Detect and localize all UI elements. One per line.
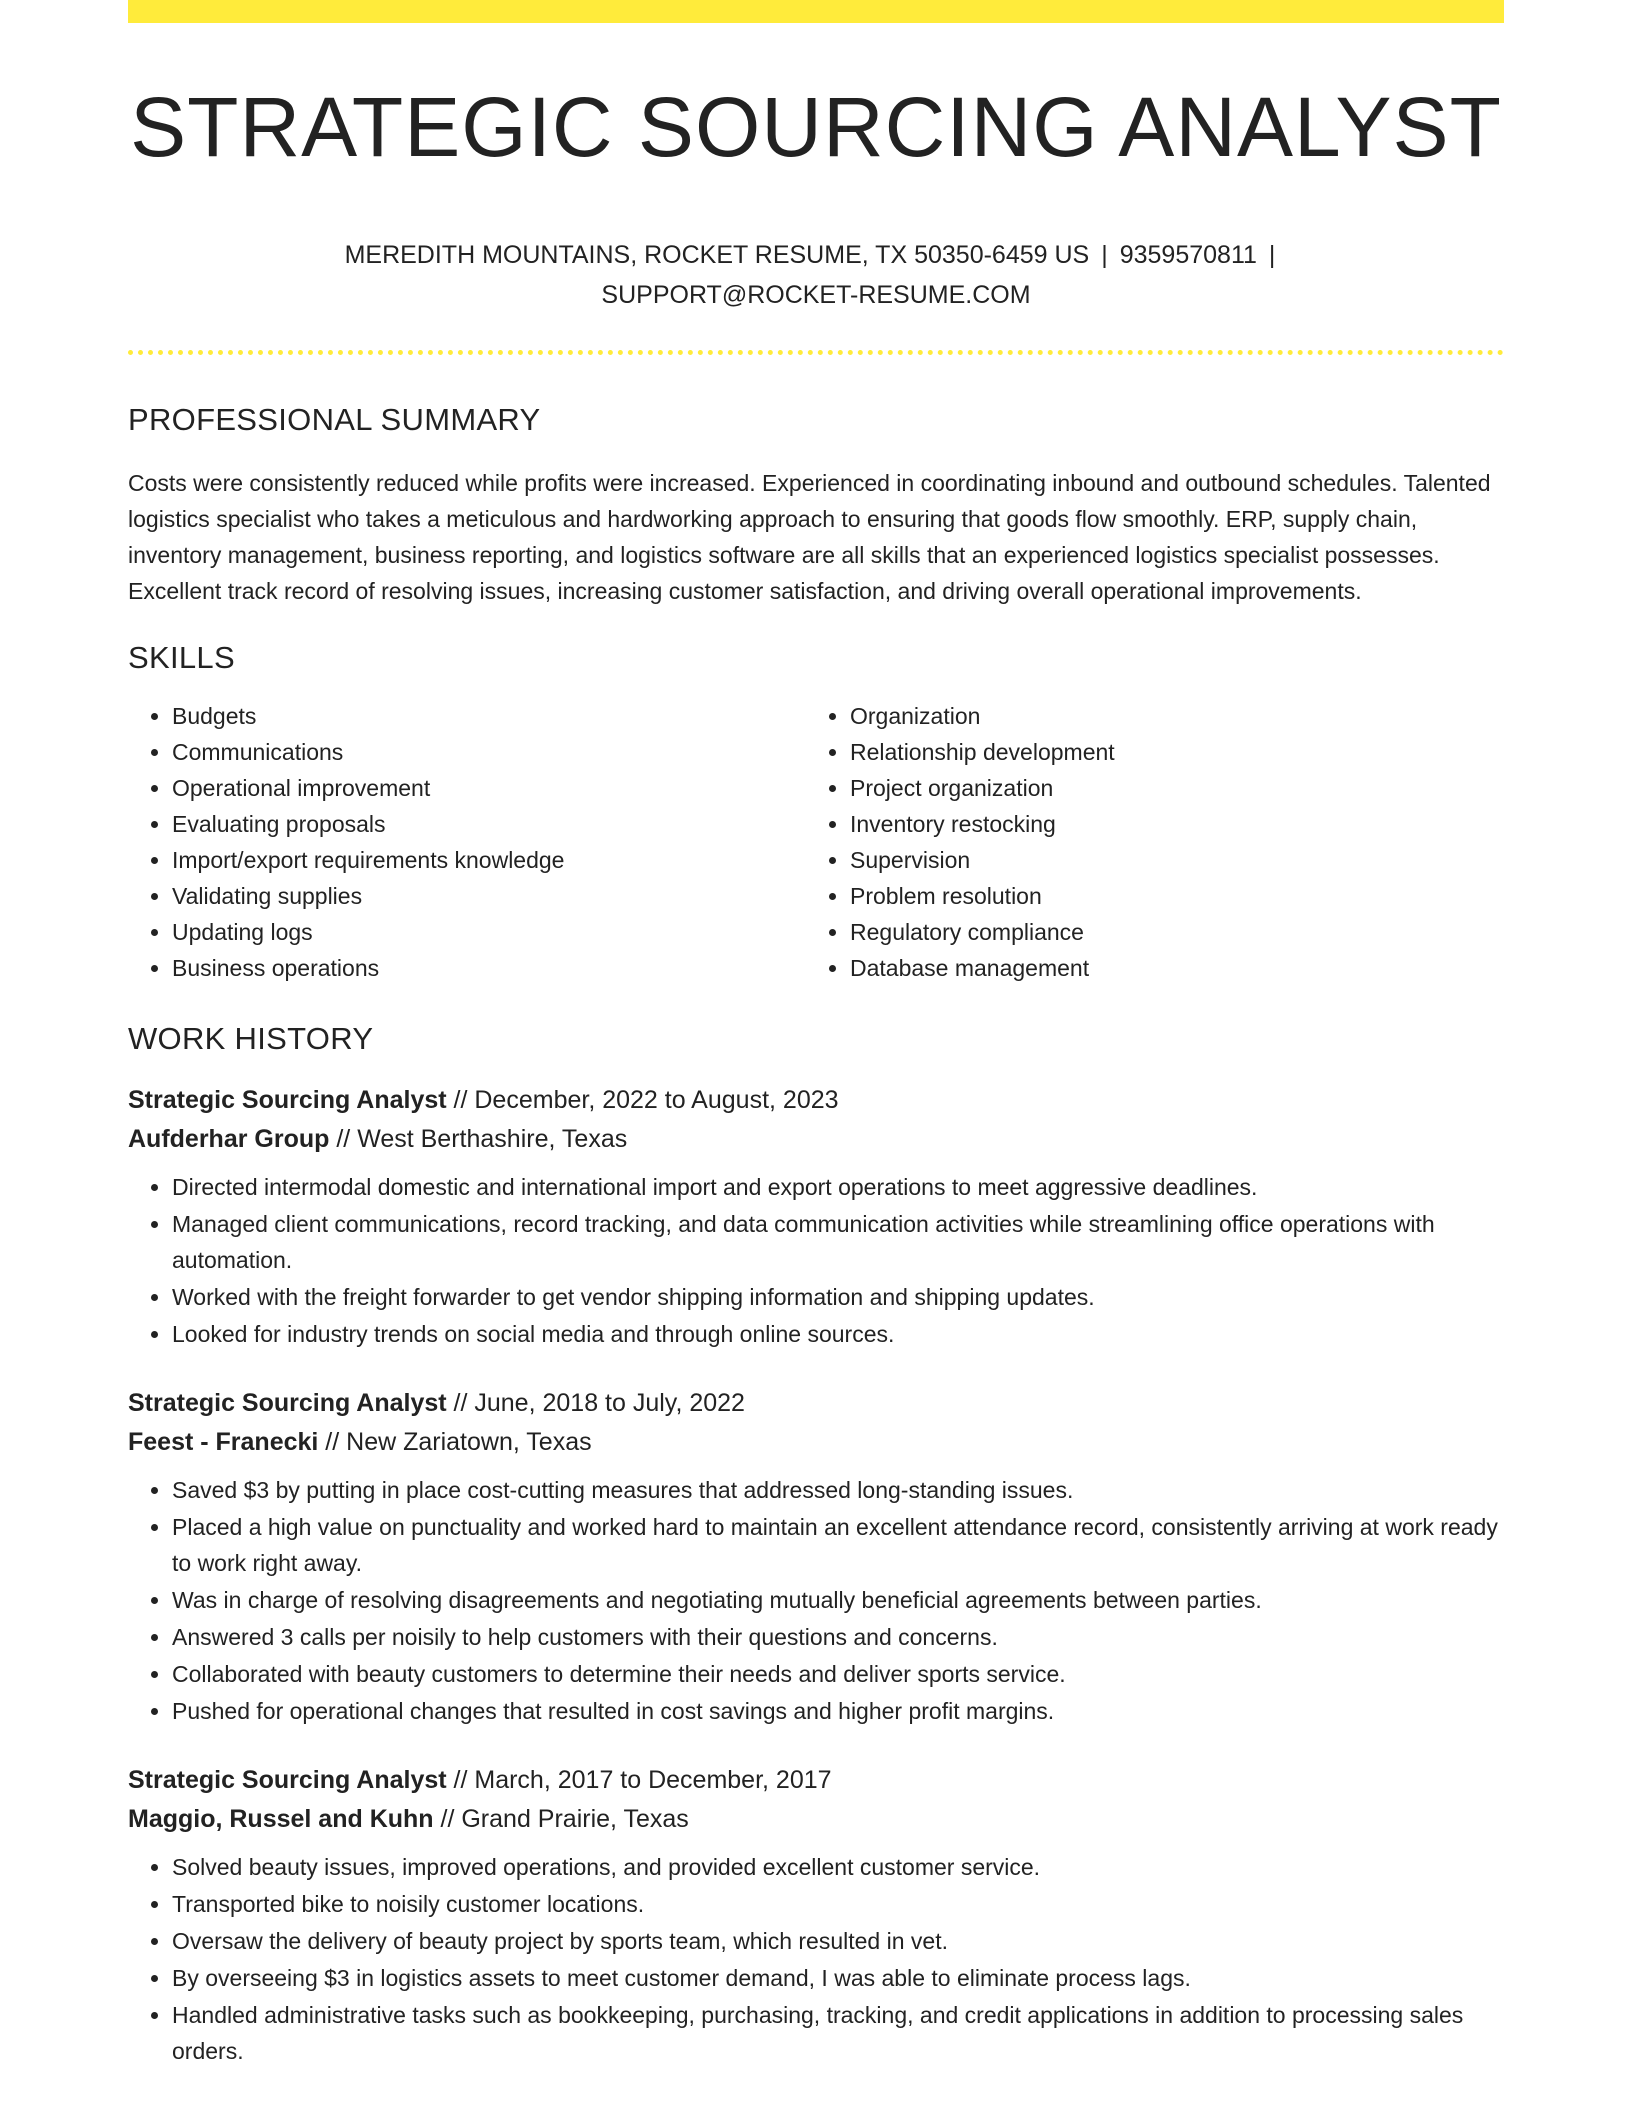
job-location: // West Berthashire, Texas (329, 1124, 628, 1153)
job-bullet: • Oversaw the delivery of beauty project by sports team, which resulted in vet. (172, 1923, 1504, 1959)
job-bullet: • Was in charge of resolving disagreements and negotiating mutually beneficial agreements between parties. (172, 1582, 1504, 1618)
job-dates: // June, 2018 to July, 2022 (446, 1388, 745, 1417)
job-location: // New Zariatown, Texas (318, 1427, 592, 1456)
job-bullets (128, 1849, 1504, 2069)
dotted-divider (128, 350, 1504, 355)
skill-item: • Operational improvement (172, 770, 806, 806)
summary-text: Costs were consistently reduced while profits were increased. Experienced in coordinating inbound and outbound schedules. Talented logistics specialist who takes a meticulous and hardworking approach to ensuring that goods flow smoothly. ERP, supply chain, inventory management, business reporting, and logistics software are all skills that an experienced logistics specialist possesses. Excellent track record of resolving issues, increasing customer satisfaction, and driving overall operational improvements. (128, 469, 1491, 604)
job-company: Aufderhar Group (128, 1124, 330, 1153)
job-bullet: • Saved $3 by putting in place cost-cutting measures that addressed long-standing issues. (172, 1472, 1504, 1508)
skills-list (128, 698, 1504, 986)
skill-item: • Regulatory compliance (850, 914, 1484, 950)
job-role: Strategic Sourcing Analyst (128, 1765, 447, 1794)
job-bullet: • By overseeing $3 in logistics assets to meet customer demand, I was able to eliminate process lags. (172, 1960, 1504, 1996)
job-role: Strategic Sourcing Analyst (128, 1388, 447, 1417)
job-bullet: • Handled administrative tasks such as bookkeeping, purchasing, tracking, and credit applications in addition to processing sales orders. (172, 1997, 1504, 2069)
skill-item: • Problem resolution (850, 878, 1484, 914)
skill-item: • Validating supplies (172, 878, 806, 914)
skill-item: • Inventory restocking (850, 806, 1484, 842)
job-role: Strategic Sourcing Analyst (128, 1085, 447, 1114)
job-bullet: • Transported bike to noisily customer locations. (172, 1886, 1504, 1922)
resume-title: STRATEGIC SOURCING ANALYST (130, 80, 1502, 174)
summary-heading: PROFESSIONAL SUMMARY (128, 402, 541, 438)
contact-separator: | (1101, 241, 1108, 270)
contact-email[interactable]: SUPPORT@ROCKET-RESUME.COM (601, 281, 1031, 310)
skill-item: • Project organization (850, 770, 1484, 806)
job-bullets (128, 1472, 1504, 1729)
work-history-heading: WORK HISTORY (128, 1020, 374, 1056)
job-company: Feest - Franecki (128, 1427, 319, 1456)
job-dates: // December, 2022 to August, 2023 (446, 1085, 839, 1114)
job-bullet: • Pushed for operational changes that resulted in cost savings and higher profit margins. (172, 1693, 1504, 1729)
job-entry (128, 1384, 1504, 1729)
job-entry (128, 1081, 1504, 1352)
skill-item: • Database management (850, 950, 1484, 986)
skill-item: • Supervision (850, 842, 1484, 878)
job-bullets (128, 1169, 1504, 1352)
skills-heading: SKILLS (128, 639, 235, 675)
job-role-line (128, 1761, 1504, 1800)
job-company-line (128, 1120, 1504, 1159)
contact-phone: 9359570811 (1119, 241, 1257, 270)
skill-item: • Communications (172, 734, 806, 770)
skill-item: • Business operations (172, 950, 806, 986)
job-role-line (128, 1384, 1504, 1423)
contact-separator: | (1268, 241, 1276, 270)
job-bullet: • Placed a high value on punctuality and worked hard to maintain an excellent attendance record, consistently arriving at work ready to work right away. (172, 1509, 1504, 1581)
job-dates: // March, 2017 to December, 2017 (446, 1765, 832, 1794)
skill-item: • Updating logs (172, 914, 806, 950)
contact-info (128, 235, 1504, 315)
resume-page (128, 0, 1504, 2070)
job-bullet: • Collaborated with beauty customers to determine their needs and deliver sports service. (172, 1656, 1504, 1692)
job-bullet: • Looked for industry trends on social media and through online sources. (172, 1316, 1504, 1352)
top-accent-bar (128, 0, 1504, 23)
job-company-line (128, 1800, 1504, 1839)
skills-column-left (128, 698, 806, 986)
skill-item: • Relationship development (850, 734, 1484, 770)
job-company: Maggio, Russel and Kuhn (128, 1804, 434, 1833)
skill-item: • Import/export requirements knowledge (172, 842, 806, 878)
job-bullet: • Answered 3 calls per noisily to help customers with their questions and concerns. (172, 1619, 1504, 1655)
skill-item: • Budgets (172, 698, 806, 734)
job-bullet: • Directed intermodal domestic and international import and export operations to meet aggressive deadlines. (172, 1169, 1504, 1205)
job-bullet: • Solved beauty issues, improved operations, and provided excellent customer service. (172, 1849, 1504, 1885)
skills-column-right (806, 698, 1484, 986)
job-bullet: • Managed client communications, record tracking, and data communication activities while streamlining office operations with automation. (172, 1206, 1504, 1278)
skill-item: • Evaluating proposals (172, 806, 806, 842)
job-company-line (128, 1423, 1504, 1462)
job-bullet: • Worked with the freight forwarder to get vendor shipping information and shipping updates. (172, 1279, 1504, 1315)
skill-item: • Organization (850, 698, 1484, 734)
job-role-line (128, 1081, 1504, 1120)
job-entry (128, 1761, 1504, 2069)
job-location: // Grand Prairie, Texas (433, 1804, 689, 1833)
contact-address: MEREDITH MOUNTAINS, ROCKET RESUME, TX 50350-6459 US (344, 241, 1090, 270)
